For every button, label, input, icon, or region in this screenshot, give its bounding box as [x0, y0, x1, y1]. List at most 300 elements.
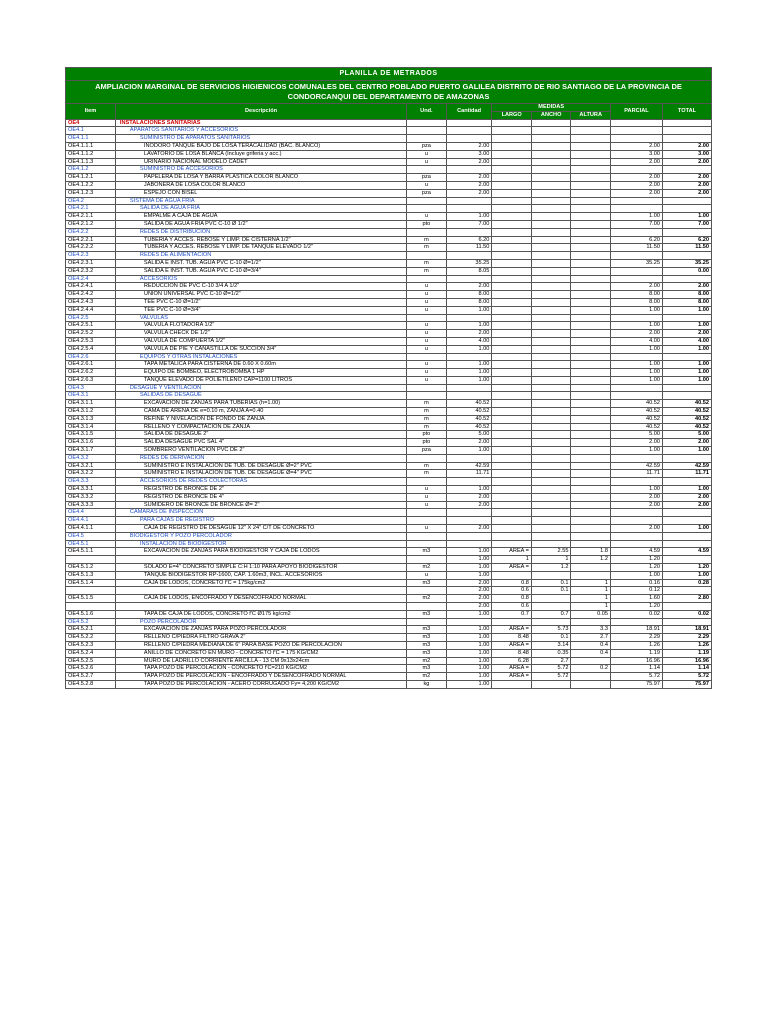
cell-total: 1.19 — [662, 649, 711, 657]
cell-cantidad: 3.00 — [446, 150, 492, 158]
cell-altura — [571, 478, 611, 486]
cell-total — [662, 353, 711, 361]
cell-und: pto — [407, 431, 447, 439]
cell-item: OE4.5.2.7 — [66, 673, 116, 681]
section-row — [66, 119, 712, 127]
cell-und — [407, 454, 447, 462]
cell-cantidad — [446, 135, 492, 143]
table-row — [66, 291, 712, 299]
table-row — [66, 322, 712, 330]
cell-descripcion: TUBERIA Y ACCES. REBOSE Y LIMP. DE TANQUE ELEVADO 1/2" — [115, 244, 406, 252]
cell-und — [407, 587, 447, 595]
cell-und: u — [407, 571, 447, 579]
cell-und: u — [407, 283, 447, 291]
cell-largo — [492, 462, 532, 470]
cell-ancho — [531, 142, 571, 150]
cell-largo: AREA = — [492, 641, 532, 649]
cell-parcial: 2.00 — [610, 142, 662, 150]
table-row — [66, 415, 712, 423]
cell-parcial: 1.00 — [610, 376, 662, 384]
cell-item: OE4.5.1.3 — [66, 571, 116, 579]
cell-altura — [571, 439, 611, 447]
cell-ancho — [531, 431, 571, 439]
table-row — [66, 579, 712, 587]
cell-ancho: 0.1 — [531, 579, 571, 587]
table-row — [66, 447, 712, 455]
cell-largo — [492, 532, 532, 540]
cell-descripcion: CAMA DE ARENA DE e=0.10 m, ZANJA A=0.40 — [115, 408, 406, 416]
cell-ancho — [531, 119, 571, 127]
cell-item: OE4.3.1.5 — [66, 431, 116, 439]
cell-total: 0.02 — [662, 610, 711, 618]
cell-largo: 0.6 — [492, 587, 532, 595]
cell-descripcion: POZO PERCOLADOR — [115, 618, 406, 626]
cell-altura — [571, 127, 611, 135]
cell-altura — [571, 283, 611, 291]
cell-total: 2.00 — [662, 174, 711, 182]
cell-largo — [492, 431, 532, 439]
cell-und: u — [407, 330, 447, 338]
cell-ancho — [531, 532, 571, 540]
cell-largo — [492, 509, 532, 517]
cell-largo — [492, 166, 532, 174]
cell-total: 2.00 — [662, 493, 711, 501]
cell-largo — [492, 213, 532, 221]
table-row — [66, 587, 712, 595]
cell-und: u — [407, 150, 447, 158]
cell-cantidad: 35.25 — [446, 259, 492, 267]
cell-altura: 1.8 — [571, 548, 611, 556]
cell-altura — [571, 384, 611, 392]
cell-total — [662, 384, 711, 392]
cell-ancho: 5.72 — [531, 665, 571, 673]
section-row — [66, 197, 712, 205]
cell-parcial: 1.20 — [610, 603, 662, 611]
cell-total: 2.00 — [662, 158, 711, 166]
cell-largo — [492, 259, 532, 267]
cell-descripcion: INODORO TANQUE BAJO DE LOSA TERACALIDAD (BAC. BLANCO) — [115, 142, 406, 150]
cell-total: 3.00 — [662, 150, 711, 158]
cell-descripcion: MURO DE LADRILLO CORRIENTE ARCILLA - 13 CM 9x13x24cm — [115, 657, 406, 665]
cell-largo — [492, 540, 532, 548]
cell-altura — [571, 337, 611, 345]
cell-cantidad: 2.00 — [446, 493, 492, 501]
cell-altura — [571, 525, 611, 533]
cell-descripcion: VALVULAS — [115, 314, 406, 322]
cell-parcial: 11.71 — [610, 470, 662, 478]
cell-total: 1.00 — [662, 486, 711, 494]
cell-largo — [492, 384, 532, 392]
cell-ancho — [531, 283, 571, 291]
cell-cantidad: 2.00 — [446, 330, 492, 338]
cell-total: 1.20 — [662, 564, 711, 572]
cell-item: OE4.5.2.1 — [66, 626, 116, 634]
cell-ancho — [531, 423, 571, 431]
table-row — [66, 634, 712, 642]
cell-ancho — [531, 517, 571, 525]
cell-descripcion: REDUCCION DE PVC C-10 3/4 A 1/2" — [115, 283, 406, 291]
cell-cantidad: 2.00 — [446, 501, 492, 509]
cell-descripcion: SUMINISTRO DE ACCESORIOS — [115, 166, 406, 174]
cell-total — [662, 135, 711, 143]
cell-cantidad: 1.00 — [446, 634, 492, 642]
cell-largo — [492, 267, 532, 275]
cell-altura: 1 — [571, 595, 611, 603]
cell-item — [66, 587, 116, 595]
cell-parcial: 1.00 — [610, 345, 662, 353]
cell-ancho — [531, 618, 571, 626]
cell-und: m — [407, 470, 447, 478]
cell-und: m3 — [407, 626, 447, 634]
cell-ancho: 0.1 — [531, 634, 571, 642]
cell-total: 2.00 — [662, 283, 711, 291]
cell-total — [662, 392, 711, 400]
cell-total: 6.20 — [662, 236, 711, 244]
cell-descripcion: SALIDAS DE DESAGUE — [115, 392, 406, 400]
cell-ancho: 0.35 — [531, 649, 571, 657]
cell-descripcion: CAMARAS DE INSPECCION — [115, 509, 406, 517]
cell-ancho — [531, 150, 571, 158]
table-row — [66, 150, 712, 158]
cell-und: m2 — [407, 673, 447, 681]
cell-descripcion: CAJA DE REGISTRO DE DESAGUE 12" X 24" C/T DE CONCRETO — [115, 525, 406, 533]
cell-total — [662, 509, 711, 517]
cell-ancho — [531, 181, 571, 189]
cell-cantidad — [446, 166, 492, 174]
cell-total — [662, 587, 711, 595]
cell-altura — [571, 571, 611, 579]
table-row — [66, 525, 712, 533]
cell-total — [662, 532, 711, 540]
table-row — [66, 641, 712, 649]
cell-descripcion: REGISTRO DE BRONCE DE 4" — [115, 493, 406, 501]
cell-altura — [571, 345, 611, 353]
cell-und: m — [407, 400, 447, 408]
cell-cantidad — [446, 197, 492, 205]
cell-parcial: 35.25 — [610, 259, 662, 267]
cell-ancho — [531, 680, 571, 688]
cell-total: 7.00 — [662, 220, 711, 228]
table-row — [66, 501, 712, 509]
cell-altura — [571, 486, 611, 494]
col-cantidad: Cantidad — [446, 104, 492, 120]
cell-ancho — [531, 244, 571, 252]
cell-cantidad: 1.00 — [446, 680, 492, 688]
cell-cantidad — [446, 205, 492, 213]
cell-ancho — [531, 213, 571, 221]
cell-parcial: 2.00 — [610, 158, 662, 166]
cell-altura — [571, 361, 611, 369]
cell-ancho — [531, 408, 571, 416]
cell-total: 2.29 — [662, 634, 711, 642]
cell-total — [662, 205, 711, 213]
cell-ancho — [531, 353, 571, 361]
cell-total: 40.52 — [662, 400, 711, 408]
cell-largo — [492, 618, 532, 626]
cell-ancho — [531, 127, 571, 135]
cell-parcial — [610, 509, 662, 517]
cell-total: 2.00 — [662, 189, 711, 197]
cell-altura: 1 — [571, 587, 611, 595]
cell-descripcion: RELLENO Y COMPACTACION DE ZANJA — [115, 423, 406, 431]
table-row — [66, 213, 712, 221]
cell-item: OE4.2.4.4 — [66, 306, 116, 314]
cell-item: OE4.2.3.2 — [66, 267, 116, 275]
cell-cantidad: 1.00 — [446, 345, 492, 353]
cell-ancho — [531, 236, 571, 244]
section-row — [66, 314, 712, 322]
cell-ancho — [531, 478, 571, 486]
cell-largo — [492, 400, 532, 408]
cell-largo — [492, 158, 532, 166]
cell-parcial: 1.00 — [610, 322, 662, 330]
cell-altura — [571, 220, 611, 228]
cell-und: u — [407, 369, 447, 377]
cell-descripcion: SUMINISTRO E INSTALACION DE TUB. DE DESAGUE Ø=2" PVC — [115, 462, 406, 470]
cell-ancho — [531, 259, 571, 267]
section-row — [66, 275, 712, 283]
cell-largo — [492, 470, 532, 478]
table-row — [66, 571, 712, 579]
cell-descripcion: TEE PVC C-10 Ø=3/4" — [115, 306, 406, 314]
cell-total: 18.91 — [662, 626, 711, 634]
cell-item: OE4.1.2.1 — [66, 174, 116, 182]
table-row — [66, 267, 712, 275]
cell-cantidad: 2.00 — [446, 142, 492, 150]
cell-ancho: 2.7 — [531, 657, 571, 665]
cell-largo — [492, 150, 532, 158]
cell-largo — [492, 205, 532, 213]
table-row — [66, 462, 712, 470]
cell-cantidad: 1.00 — [446, 376, 492, 384]
cell-cantidad — [446, 228, 492, 236]
cell-item: OE4.3.1.2 — [66, 408, 116, 416]
cell-und: u — [407, 493, 447, 501]
col-descripcion: Descripción — [115, 104, 406, 120]
cell-parcial — [610, 454, 662, 462]
cell-und: u — [407, 337, 447, 345]
cell-und: u — [407, 298, 447, 306]
cell-largo — [492, 119, 532, 127]
cell-item: OE4.2.1.1 — [66, 213, 116, 221]
cell-item: OE4.2.5.4 — [66, 345, 116, 353]
cell-cantidad — [446, 119, 492, 127]
cell-descripcion: UNION UNIVERSAL PVC C-10 Ø=1/2" — [115, 291, 406, 299]
cell-descripcion: REFINE Y NIVELACION DE FONDO DE ZANJA — [115, 415, 406, 423]
cell-parcial: 0.02 — [610, 610, 662, 618]
cell-total: 1.14 — [662, 665, 711, 673]
cell-descripcion: VALVULA DE PIE Y CANASTILLA DE SUCCION 3/4" — [115, 345, 406, 353]
table-row — [66, 603, 712, 611]
cell-parcial: 3.00 — [610, 150, 662, 158]
cell-ancho — [531, 205, 571, 213]
section-row — [66, 392, 712, 400]
cell-item: OE4.1 — [66, 127, 116, 135]
cell-item: OE4.3.1.6 — [66, 439, 116, 447]
cell-und: m3 — [407, 579, 447, 587]
cell-descripcion: REDES DE DISTRIBUCION — [115, 228, 406, 236]
cell-cantidad: 2.00 — [446, 579, 492, 587]
cell-item: OE4.5.2.5 — [66, 657, 116, 665]
cell-ancho — [531, 306, 571, 314]
table-row — [66, 548, 712, 556]
cell-ancho — [531, 501, 571, 509]
cell-und: u — [407, 361, 447, 369]
cell-item: OE4.1.2.2 — [66, 181, 116, 189]
cell-ancho — [531, 291, 571, 299]
cell-parcial: 40.52 — [610, 408, 662, 416]
cell-parcial — [610, 275, 662, 283]
cell-und — [407, 228, 447, 236]
cell-altura — [571, 322, 611, 330]
cell-descripcion: VALVULA CHECK DE 1/2" — [115, 330, 406, 338]
table-row — [66, 361, 712, 369]
cell-ancho — [531, 337, 571, 345]
cell-parcial — [610, 166, 662, 174]
cell-cantidad: 8.05 — [446, 267, 492, 275]
cell-parcial: 1.00 — [610, 571, 662, 579]
cell-und: kg — [407, 680, 447, 688]
cell-ancho — [531, 603, 571, 611]
cell-item: OE4.4 — [66, 509, 116, 517]
cell-item: OE4.2.5.2 — [66, 330, 116, 338]
section-row — [66, 228, 712, 236]
cell-largo — [492, 571, 532, 579]
cell-descripcion: INSTALACION DE BIODIGESTOR — [115, 540, 406, 548]
cell-total: 2.80 — [662, 595, 711, 603]
table-row — [66, 337, 712, 345]
cell-parcial: 1.20 — [610, 556, 662, 564]
cell-und — [407, 197, 447, 205]
cell-item: OE4.2.4.3 — [66, 298, 116, 306]
cell-descripcion: ACCESORIOS — [115, 275, 406, 283]
cell-cantidad: 11.71 — [446, 470, 492, 478]
cell-parcial: 2.00 — [610, 283, 662, 291]
cell-altura — [571, 213, 611, 221]
cell-ancho — [531, 220, 571, 228]
cell-largo — [492, 415, 532, 423]
cell-item: OE4.2.3 — [66, 252, 116, 260]
cell-cantidad: 40.52 — [446, 408, 492, 416]
col-altura: ALTURA — [571, 111, 611, 119]
cell-ancho — [531, 376, 571, 384]
cell-parcial — [610, 392, 662, 400]
cell-parcial: 2.00 — [610, 501, 662, 509]
cell-descripcion: URINARIO NACIONAL MODELO CADET — [115, 158, 406, 166]
cell-largo: AREA = — [492, 626, 532, 634]
cell-cantidad: 11.50 — [446, 244, 492, 252]
cell-altura — [571, 673, 611, 681]
cell-altura — [571, 314, 611, 322]
cell-und: pza — [407, 142, 447, 150]
cell-total: 5.00 — [662, 431, 711, 439]
cell-altura — [571, 306, 611, 314]
cell-largo — [492, 181, 532, 189]
cell-largo — [492, 127, 532, 135]
cell-item: OE4.2.4.1 — [66, 283, 116, 291]
cell-cantidad: 2.00 — [446, 181, 492, 189]
cell-descripcion: DESAGUE Y VENTILACION — [115, 384, 406, 392]
cell-largo: 0.8 — [492, 579, 532, 587]
cell-ancho — [531, 571, 571, 579]
section-row — [66, 454, 712, 462]
cell-cantidad: 1.00 — [446, 447, 492, 455]
cell-und: m3 — [407, 548, 447, 556]
cell-item: OE4.3.1.7 — [66, 447, 116, 455]
cell-largo — [492, 447, 532, 455]
cell-total: 8.00 — [662, 298, 711, 306]
cell-total: 40.52 — [662, 423, 711, 431]
cell-item: OE4.1.1.2 — [66, 150, 116, 158]
cell-und: u — [407, 322, 447, 330]
cell-parcial: 0.12 — [610, 587, 662, 595]
cell-descripcion: TANQUE ELEVADO DE POLIETILENO CAP=1100 LITROS — [115, 376, 406, 384]
cell-ancho: 1.2 — [531, 564, 571, 572]
cell-largo — [492, 220, 532, 228]
cell-total: 1.00 — [662, 361, 711, 369]
cell-parcial: 0.16 — [610, 579, 662, 587]
cell-ancho — [531, 228, 571, 236]
cell-und: u — [407, 291, 447, 299]
cell-ancho — [531, 540, 571, 548]
cell-item: OE4.3.3.2 — [66, 493, 116, 501]
cell-und — [407, 135, 447, 143]
table-row — [66, 236, 712, 244]
cell-descripcion: SALIDA E INST. TUB. AGUA PVC C-10 Ø=1/2" — [115, 259, 406, 267]
cell-ancho — [531, 135, 571, 143]
cell-item: OE4.2.6.3 — [66, 376, 116, 384]
table-row — [66, 259, 712, 267]
cell-ancho — [531, 275, 571, 283]
table-row — [66, 376, 712, 384]
cell-largo — [492, 189, 532, 197]
cell-ancho — [531, 447, 571, 455]
cell-largo — [492, 392, 532, 400]
cell-ancho — [531, 345, 571, 353]
cell-descripcion: RELLENO C/PIEDRA FILTRO GRAVA 2" — [115, 634, 406, 642]
cell-item: OE4.1.2.3 — [66, 189, 116, 197]
cell-item: OE4.5.2.8 — [66, 680, 116, 688]
cell-cantidad: 40.52 — [446, 415, 492, 423]
cell-parcial: 11.50 — [610, 244, 662, 252]
cell-total — [662, 517, 711, 525]
table-row — [66, 220, 712, 228]
cell-parcial: 1.00 — [610, 306, 662, 314]
cell-cantidad: 2.00 — [446, 158, 492, 166]
cell-altura — [571, 236, 611, 244]
cell-cantidad — [446, 509, 492, 517]
cell-parcial — [610, 478, 662, 486]
cell-altura: 0.2 — [571, 665, 611, 673]
table-row — [66, 657, 712, 665]
cell-altura — [571, 275, 611, 283]
cell-total: 1.00 — [662, 213, 711, 221]
cell-cantidad: 2.00 — [446, 174, 492, 182]
cell-total: 5.72 — [662, 673, 711, 681]
cell-cantidad: 40.52 — [446, 423, 492, 431]
cell-parcial: 2.00 — [610, 439, 662, 447]
cell-descripcion: TAPA POZO DE PERCOLACION - CONCRETO f'C=210 KG/CM2 — [115, 665, 406, 673]
cell-altura — [571, 174, 611, 182]
cell-total — [662, 478, 711, 486]
cell-ancho — [531, 298, 571, 306]
cell-cantidad: 1.00 — [446, 556, 492, 564]
cell-descripcion: EQUIPO DE BOMBEO, ELECTROBOMBA 1 HP — [115, 369, 406, 377]
table-row — [66, 244, 712, 252]
cell-item: OE4.3.2.1 — [66, 462, 116, 470]
cell-parcial: 7.00 — [610, 220, 662, 228]
cell-item: OE4.5.2.4 — [66, 649, 116, 657]
